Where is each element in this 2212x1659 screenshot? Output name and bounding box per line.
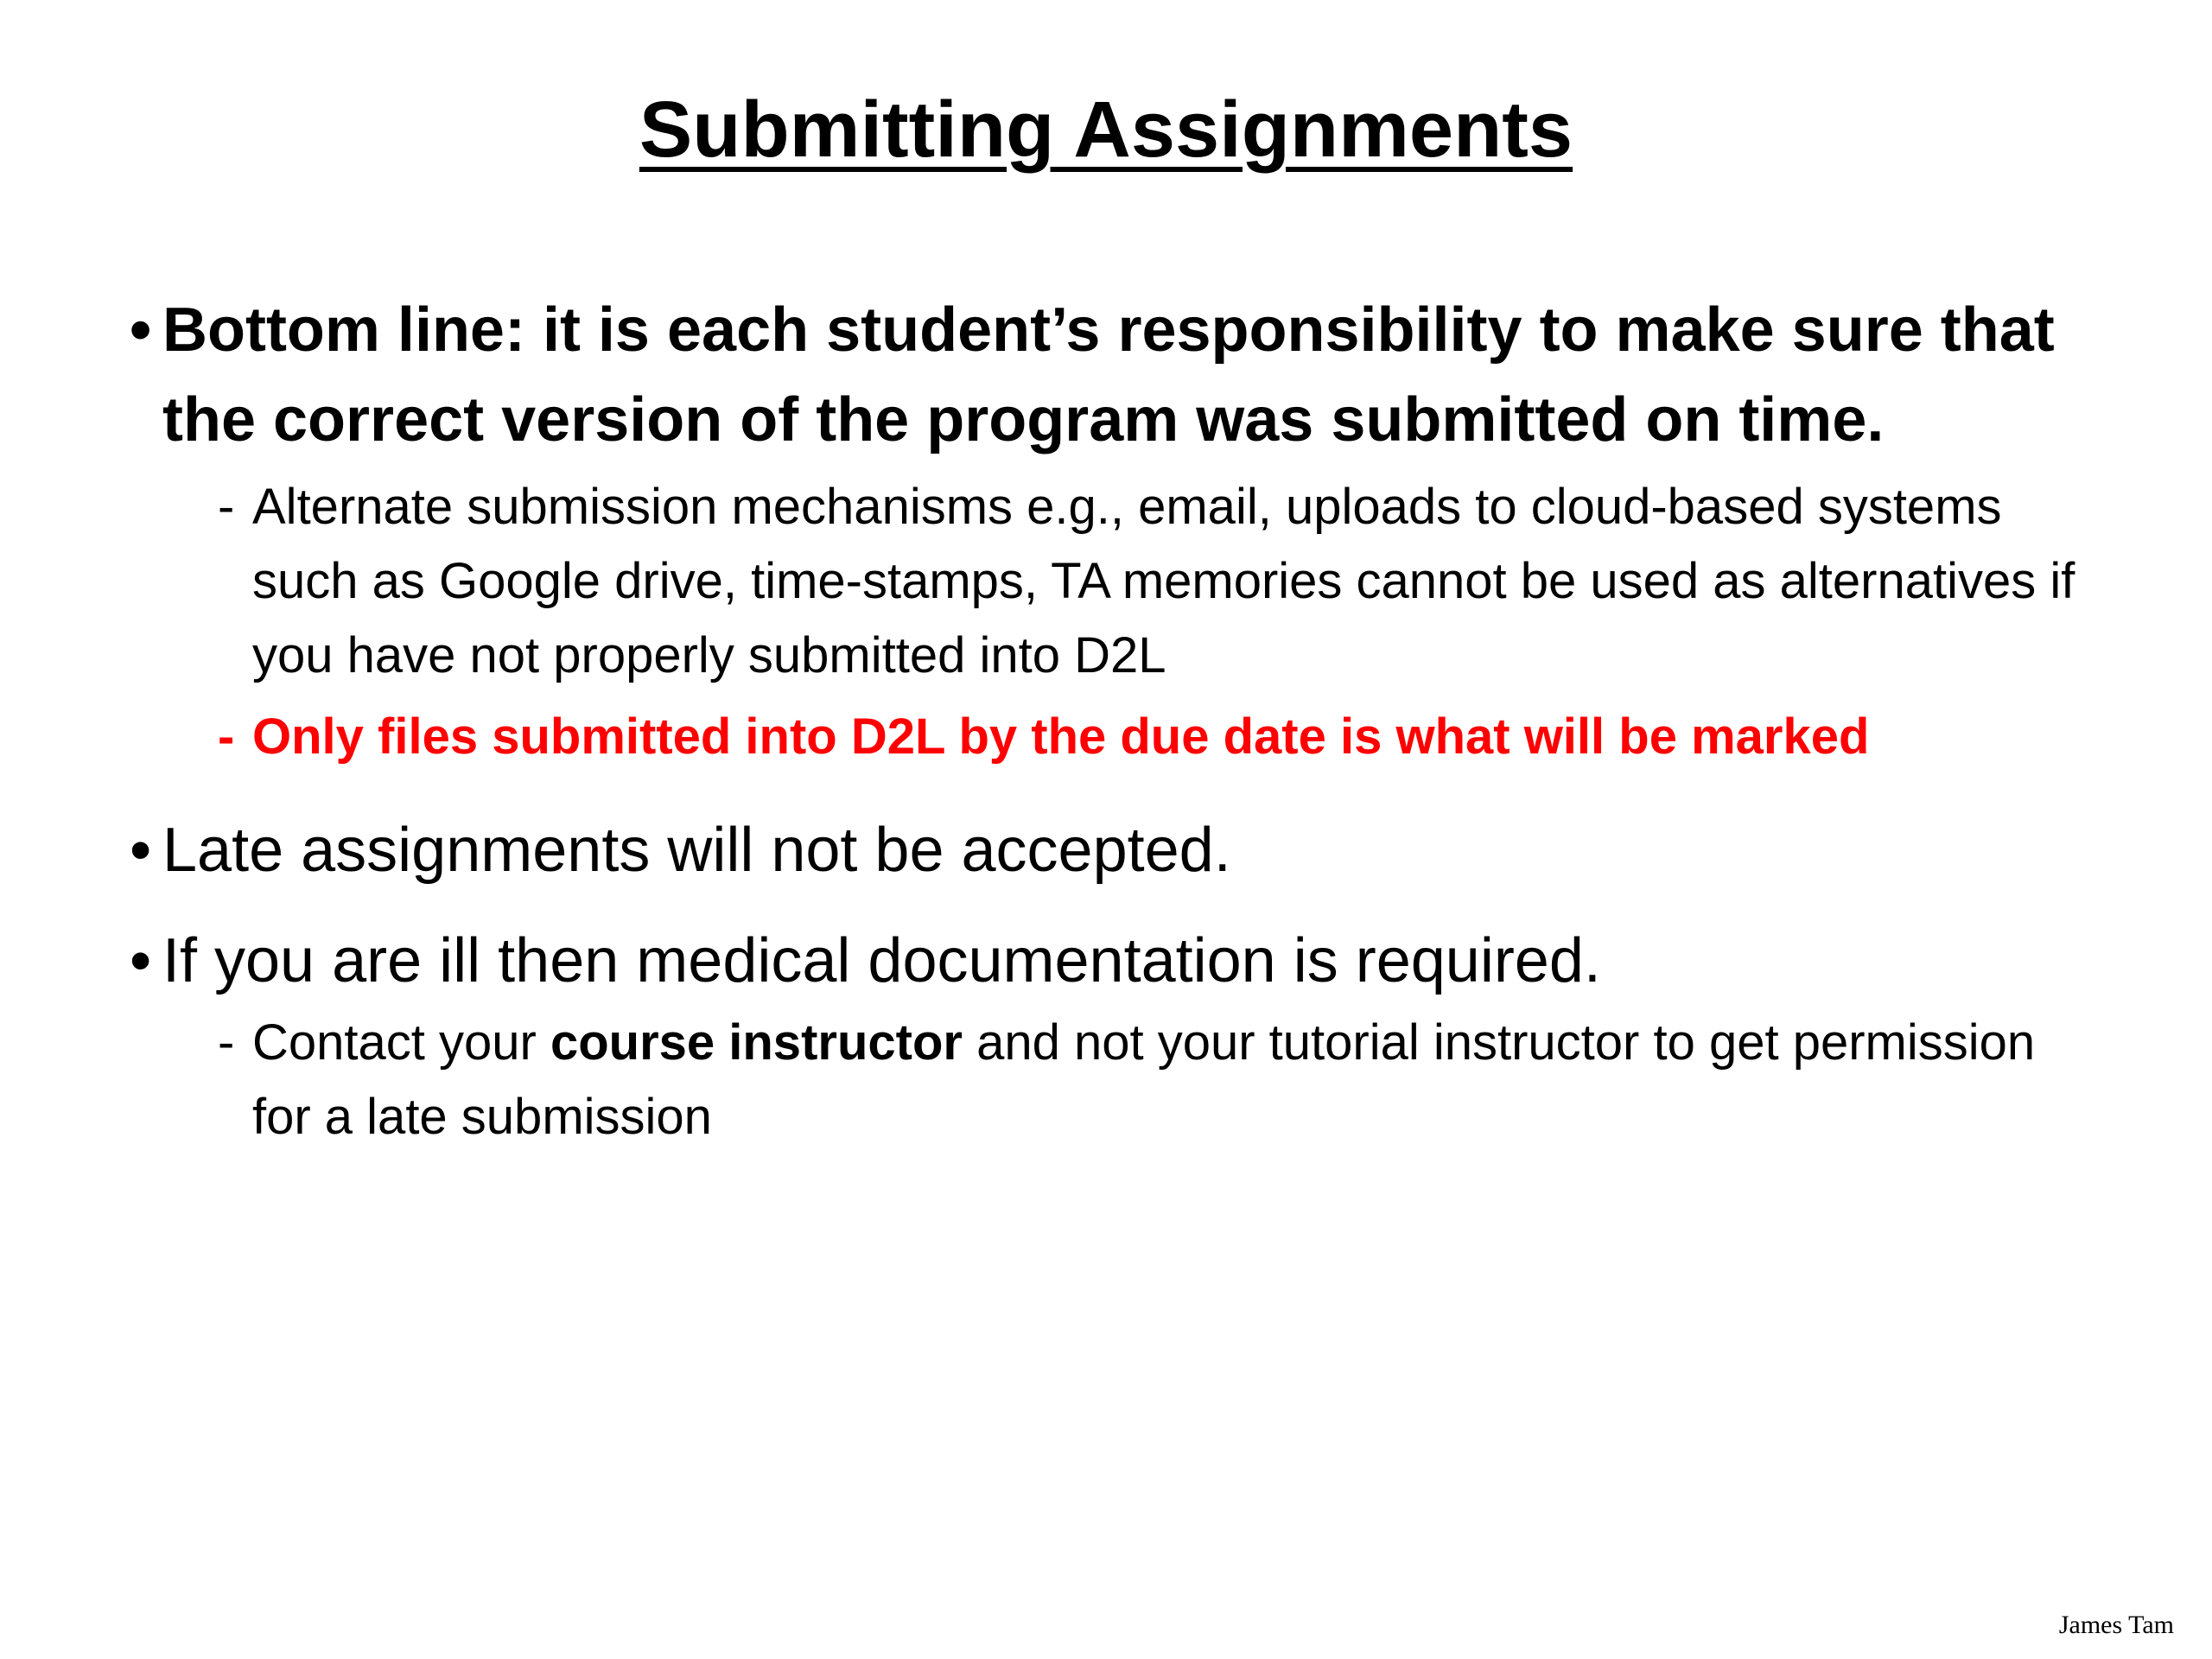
dash-marker: -	[218, 1014, 235, 1071]
sub-item-text-end: and not your tutorial instructor to get permission for a late submission	[252, 1014, 2036, 1145]
bullet-marker: •	[130, 816, 152, 885]
dash-marker: -	[218, 709, 235, 765]
footer-author: James Tam	[2058, 1611, 2174, 1639]
sub-item-text: Only files submitted into D2L by the due date is what will be marked	[252, 709, 1870, 765]
sub-item-text-bold: course instructor	[550, 1014, 963, 1071]
sub-item-text-start: Contact your	[252, 1014, 550, 1071]
sub-item-alternate-mechanisms	[218, 470, 2091, 693]
bullet-marker: •	[130, 296, 152, 365]
dash-marker: -	[218, 479, 235, 535]
bullet-text: Bottom line: it is each student’s responsibility to make sure that the correct version of the program was submitted on time.	[162, 296, 2055, 454]
bullet-text: If you are ill then medical documentation is required.	[162, 926, 1601, 995]
sub-item-contact-instructor	[218, 1006, 2091, 1154]
bullet-marker: •	[130, 926, 152, 995]
slide-title: Submitting Assignments	[639, 86, 1573, 174]
bullet-medical-documentation	[130, 916, 2091, 1006]
slide-content	[130, 285, 2091, 1154]
sub-item-only-files	[218, 700, 2091, 774]
sub-item-text: Alternate submission mechanisms e.g., email, uploads to cloud-based systems such as Google drive, time-stamps, TA memories cannot be used as alternatives if you have not properly submitted into D2L	[252, 479, 2075, 683]
bullet-late-assignments	[130, 805, 2091, 895]
bullet-text: Late assignments will not be accepted.	[162, 816, 1231, 885]
bullet-bottom-line	[130, 285, 2091, 465]
